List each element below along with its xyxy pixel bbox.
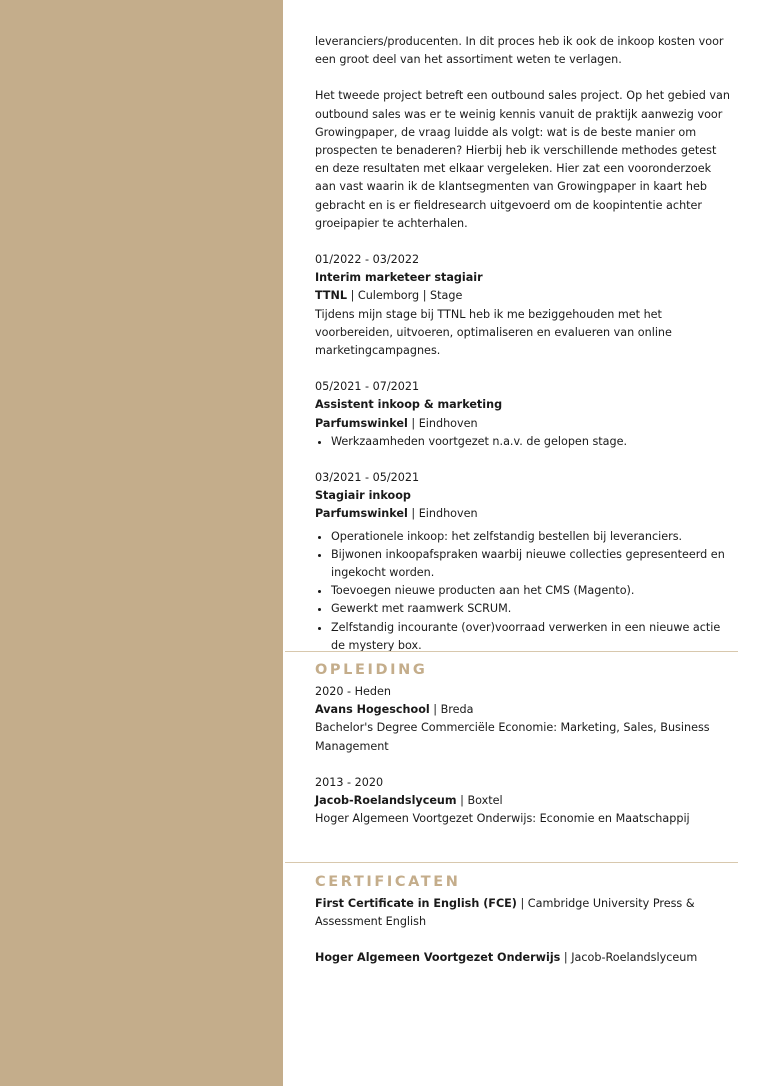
certificate-name: First Certificate in English (FCE) (315, 897, 517, 910)
job-period: 05/2021 - 07/2021 (315, 380, 420, 394)
job-period: 01/2022 - 03/2022 (315, 253, 420, 267)
job-company: TTNL (315, 289, 348, 303)
job-company: Parfumswinkel (315, 416, 408, 430)
job-title: Interim marketeer stagiair (315, 271, 483, 285)
education-entry (315, 774, 730, 829)
education-degree: Bachelor's Degree Commerciële Economie: Marketing, Sales, Business Management (315, 721, 710, 753)
certificate-name: Hoger Algemeen Voortgezet Onderwijs (315, 951, 561, 965)
education-period: 2013 - 2020 (315, 775, 384, 789)
education-period: 2020 - Heden (315, 685, 391, 698)
list-item: • Gewerkt met raamwerk SCRUM. (331, 600, 730, 618)
experience-section (315, 33, 730, 655)
education-school: Jacob-Roelandslyceum (315, 794, 457, 808)
job-entry (315, 469, 730, 655)
job-entry (315, 251, 730, 360)
job-location: | Eindhoven (411, 416, 478, 430)
job-period: 03/2021 - 05/2021 (315, 471, 420, 485)
intro-paragraph-1: leveranciers/producenten. In dit proces heb ik ook de inkoop kosten voor een groot deel van het assortiment weten te verlagen. (315, 35, 724, 67)
education-school: Avans Hogeschool (315, 703, 430, 717)
certificates-heading: CERTIFICATEN (315, 874, 461, 890)
education-heading: OPLEIDING (315, 662, 428, 678)
list-item: • Zelfstandig incourante (over)voorraad verwerken in een nieuwe actie de mystery box. (331, 619, 730, 655)
job-location: | Culemborg | Stage (350, 289, 463, 303)
job-company-line (315, 287, 730, 305)
job-company: Parfumswinkel (315, 507, 408, 521)
education-entry (315, 683, 730, 756)
job-bullets (315, 528, 730, 655)
education-location: | Boxtel (460, 794, 503, 808)
section-divider (285, 651, 738, 652)
list-item: • Operationele inkoop: het zelfstandig bestellen bij leveranciers. (331, 528, 730, 546)
list-item: • Bijwonen inkoopafspraken waarbij nieuwe collecties gepresenteerd en ingekocht worden. (331, 546, 730, 582)
certificate-issuer: | Jacob-Roelandslyceum (563, 951, 698, 965)
job-description: Tijdens mijn stage bij TTNL heb ik me beziggehouden met het voorbereiden, uitvoeren, optimaliseren en evalueren van online marketingcampagnes. (315, 307, 672, 358)
list-item: • Toevoegen nieuwe producten aan het CMS (Magento). (331, 582, 730, 600)
job-location: | Eindhoven (411, 507, 478, 521)
education-degree: Hoger Algemeen Voortgezet Onderwijs: Economie en Maatschappij (315, 812, 690, 826)
job-title: Assistent inkoop & marketing (315, 398, 503, 412)
intro-paragraph-2: Het tweede project betreft een outbound sales project. Op het gebied van outbound sales was er te weinig kennis vanuit de praktijk aanwezig voor Growingpaper, de vraag luidde als volgt: wat is de beste manier om prospecten te benaderen? Hierbij heb ik verschillende methodes getest en deze resultaten met elkaar vergeleken. Hier zat een vooronderzoek aan vast waarin ik de klantsegmenten van Growingpaper in kaart heb gebracht en is er fieldresearch uitgevoerd om de koopintentie achter groeipapier te achterhalen. (315, 89, 730, 230)
job-company-line (315, 505, 730, 523)
education-school-line (315, 792, 730, 810)
certificate-entry (315, 895, 730, 931)
certificate-entry (315, 949, 730, 967)
certificates-section (315, 895, 730, 968)
certificate-issuer: | Cambridge University Press & Assessment English (315, 897, 695, 929)
education-location: | Breda (433, 703, 474, 717)
job-title: Stagiair inkoop (315, 489, 411, 503)
education-section (315, 683, 730, 828)
job-entry (315, 378, 730, 451)
sidebar-panel (0, 0, 283, 1086)
section-divider (285, 862, 738, 863)
education-school-line (315, 701, 730, 719)
job-bullets (315, 433, 730, 451)
list-item: • Werkzaamheden voortgezet n.a.v. de gelopen stage. (331, 433, 730, 451)
job-company-line (315, 415, 730, 433)
